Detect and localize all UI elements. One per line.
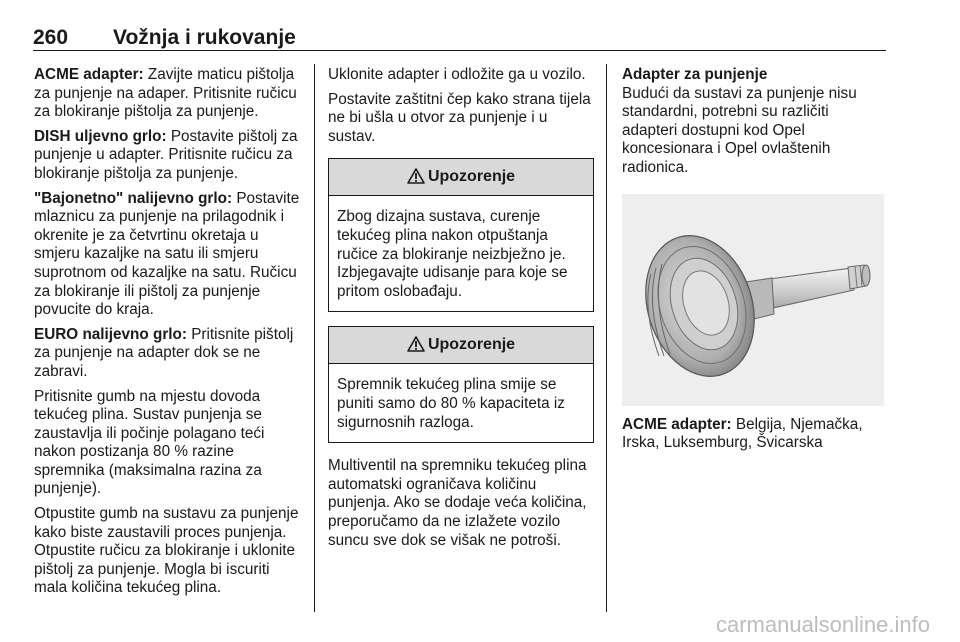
paragraph: Otpustite gumb na sustavu za punjenje kako biste zaustavili proces punjenja. Otpustite ručicu za blokiranje i uklonite pištolj za punjenje. Mogla bi iscuriti mala količina tekućeg plina. xyxy=(34,505,299,597)
column-divider xyxy=(606,64,607,612)
illustration-caption: ACME adapter: Belgija, Njemačka, Irska, Luksemburg, Švicarska xyxy=(622,415,863,452)
subheading: Adapter za punjenje xyxy=(622,66,768,83)
column-divider xyxy=(314,64,315,612)
section-title: Vožnja i rukovanje xyxy=(113,26,296,49)
warning-text: Zbog dizajna sustava, curenje tekućeg plina nakon otpuštanja ručice za blokiranje neizbježno je. Izbjegavajte udisanje para koje se pritom oslobađaju. xyxy=(337,208,568,300)
warning-box xyxy=(328,326,594,443)
paragraph: EURO nalijevno grlo: Pritisnite pištolj za punjenje na adapter dok se ne zabravi. xyxy=(34,325,294,380)
paragraph: Pritisnite gumb na mjestu dovoda tekućeg plina. Sustav punjenja se zaustavlja ili počinje polagano teći nakon postizanja 80 % razine spremnika (maksimalna razina za punjenje). xyxy=(34,387,265,498)
watermark: carmanualsonline.info xyxy=(715,612,930,637)
page-number: 260 xyxy=(33,26,69,49)
page-header xyxy=(33,24,886,52)
paragraph: Budući da sustavi za punjenje nisu standardni, potrebni su različiti adapteri dostupni kod Opel koncesionara i Opel ovlaštenih radionica. xyxy=(622,84,857,176)
warning-title: Upozorenje xyxy=(427,168,516,186)
warning-text: Spremnik tekućeg plina smije se puniti samo do 80 % kapaciteta iz sigurnosnih razloga. xyxy=(337,376,565,431)
column-1 xyxy=(34,66,304,604)
column-3 xyxy=(622,66,887,459)
warning-box xyxy=(328,158,594,312)
warning-triangle-icon xyxy=(407,168,425,184)
header-rule xyxy=(33,50,886,51)
paragraph: ACME adapter: Zavijte maticu pištolja za punjenje na adaper. Pritisnite ručicu za blokiranje pištolja za punjenje. xyxy=(34,66,297,121)
paragraph: DISH uljevno grlo: Postavite pištolj za punjenje u adapter. Pritisnite ručicu za blokiranje pištolja za punjenje. xyxy=(34,127,298,182)
column-2 xyxy=(328,66,594,556)
warning-title: Upozorenje xyxy=(427,336,516,354)
paragraph: Multiventil na spremniku tekućeg plina automatski ograničava količinu punjenja. Ako se dodaje veća količina, preporučamo da ne izlažete vozilo suncu sve dok se višak ne potroši. xyxy=(328,457,587,549)
warning-triangle-icon xyxy=(407,336,425,352)
warning-header xyxy=(329,327,593,364)
acme-adapter-illustration xyxy=(622,194,884,406)
paragraph: Uklonite adapter i odložite ga u vozilo. xyxy=(328,66,586,83)
warning-header xyxy=(329,159,593,196)
paragraph: "Bajonetno" nalijevno grlo: Postavite mlaznicu za punjenje na prilagodnik i okrenite je za četvrtinu okretaja u smjeru kazaljke na satu ili smjeru suprotnom od kazaljke na satu. Ručicu za blokiranje ili pištolj za punjenje povucite do kraja. xyxy=(34,189,300,319)
paragraph: Postavite zaštitni čep kako strana tijela ne bi ušla u otvor za punjenje i u sustav. xyxy=(328,90,591,145)
